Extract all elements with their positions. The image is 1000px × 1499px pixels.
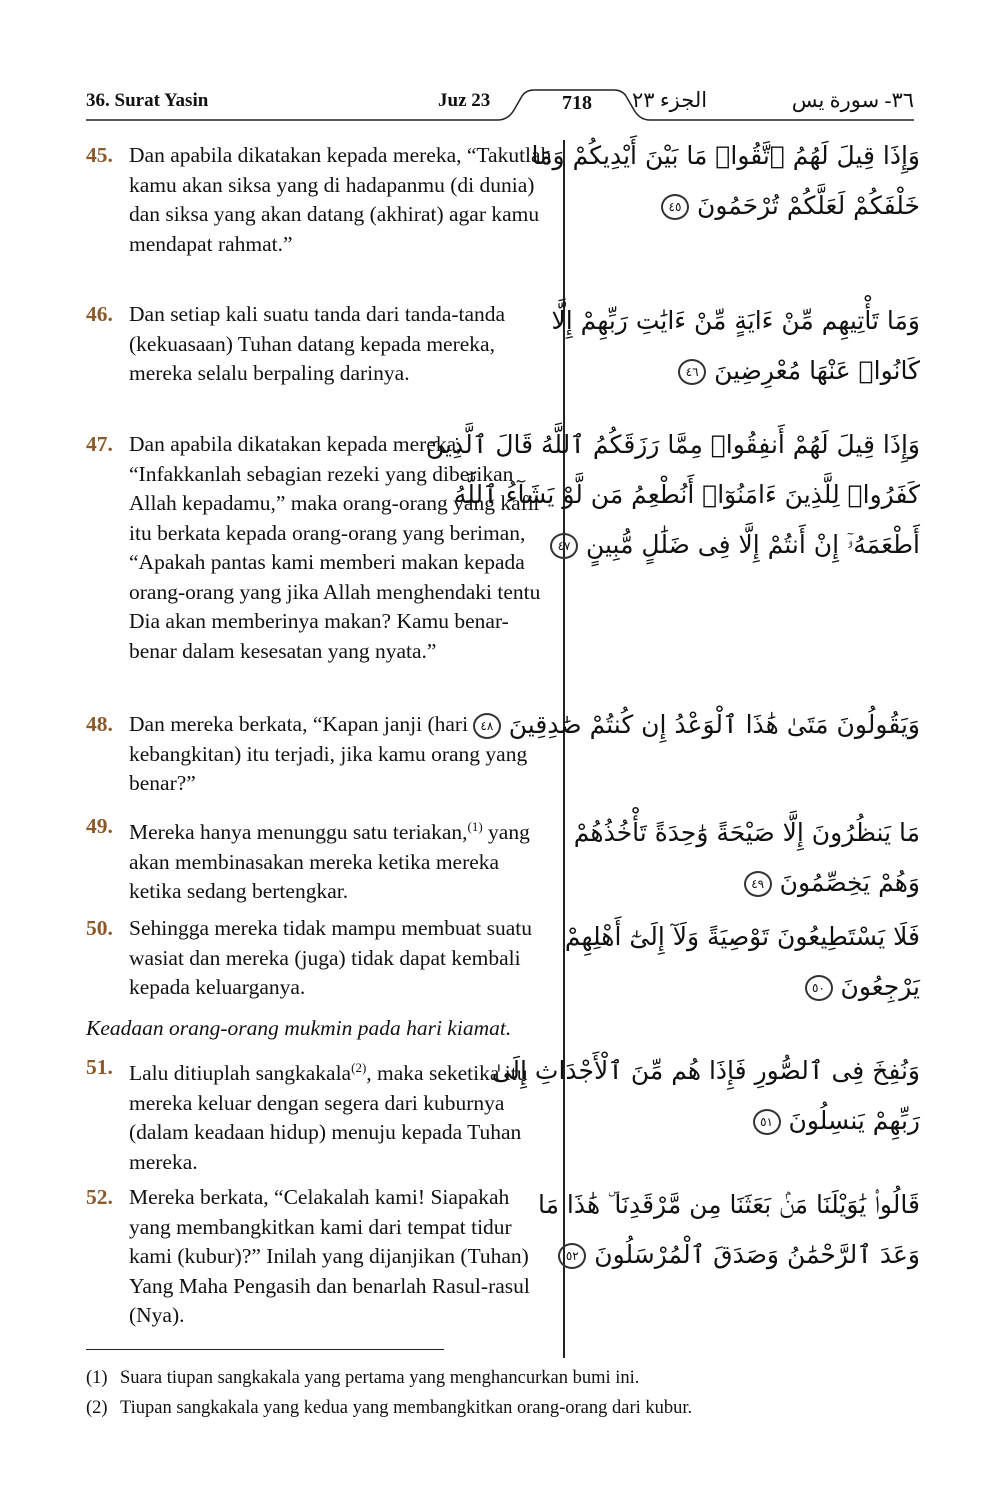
verse-translation: Dan setiap kali suatu tanda dari tanda-tanda (kekuasaan) Tuhan datang kepada mereka, mereka selalu berpaling darinya.	[129, 302, 506, 385]
footnote-text: Tiupan sangkakala yang kedua yang membangkitkan orang-orang dari kubur.	[120, 1398, 693, 1418]
verse-translation: Lalu ditiuplah sangkakala$^{(2)}$, maka seketika itu mereka keluar dengan segera dari kuburnya (dalam keadaan hidup) menuju kepada Tuhan mereka.	[129, 1060, 528, 1174]
verse-number: 48.	[86, 712, 113, 736]
arabic-line: وَيَقُولُونَ مَتَىٰ هَٰذَا ٱلْوَعْدُ إِن كُنتُمْ صَٰدِقِينَ ٤٨	[590, 700, 920, 750]
footnote-text: Suara tiupan sangkakala yang pertama yang menghancurkan bumi ini.	[120, 1368, 640, 1388]
footnote-1	[86, 1366, 639, 1390]
verse-translation: Mereka hanya menunggu satu teriakan,$^{(1)}$ yang akan membinasakan mereka ketika mereka ketika sedang bertengkar.	[129, 819, 530, 904]
arabic-verse-52	[537, 1180, 920, 1280]
arabic-verse-46	[551, 296, 920, 396]
verse-number: 45.	[86, 143, 113, 167]
section-title: Keadaan orang-orang mukmin pada hari kiamat.	[86, 1016, 512, 1040]
verse-50	[86, 914, 556, 1003]
arabic-line: وَعَدَ ٱلرَّحْمَٰنُ وَصَدَقَ ٱلْمُرْسَلُونَ ٥٢	[590, 1230, 920, 1280]
arabic-line: رَبِّهِمْ يَنسِلُونَ ٥١	[590, 1096, 920, 1146]
ayah-number-marker: ٤٨	[473, 713, 501, 739]
footnote-ref: (2)	[351, 1060, 367, 1075]
juz-label-arabic: الجزء ٢٣	[632, 88, 708, 112]
footnote-mark: (2)	[86, 1398, 108, 1418]
arabic-line: خَلْفَكُمْ لَعَلَّكُمْ تُرْحَمُونَ ٤٥	[590, 181, 920, 231]
footnote-mark: (1)	[86, 1368, 108, 1388]
surah-name-arabic: ٣٦- سورة يس	[791, 88, 914, 112]
ayah-number-marker: ٥٠	[805, 975, 833, 1001]
verse-number: 52.	[86, 1185, 113, 1209]
arabic-line: يَرْجِعُونَ ٥٠	[590, 962, 920, 1012]
page-number: 718	[562, 92, 592, 114]
ayah-number-marker: ٥١	[753, 1109, 781, 1135]
ayah-number-marker: ٤٦	[678, 359, 706, 385]
arabic-line: مَا يَنظُرُونَ إِلَّا صَيْحَةً وَٰحِدَةً تَأْخُذُهُمْ	[573, 818, 920, 847]
arabic-verse-50	[564, 912, 920, 1012]
arabic-line: أَطْعَمَهُۥٓ إِنْ أَنتُمْ إِلَّا فِى ضَلَٰلٍ مُّبِينٍ ٤٧	[590, 520, 920, 570]
arabic-line: وَإِذَا قِيلَ لَهُمْ أَنفِقُوا۟ مِمَّا رَزَقَكُمُ ٱللَّهُ قَالَ ٱلَّذِينَ	[426, 430, 920, 459]
verse-49	[86, 812, 556, 907]
arabic-line: قَالُوا۟ يَٰوَيْلَنَا مَنۢ بَعَثَنَا مِن مَّرْقَدِنَا ۜ هَٰذَا مَا	[537, 1190, 920, 1219]
arabic-line: وَنُفِخَ فِى ٱلصُّورِ فَإِذَا هُم مِّنَ ٱلْأَجْدَاثِ إِلَىٰ	[491, 1056, 920, 1085]
verse-51	[86, 1053, 556, 1177]
verse-translation: Sehingga mereka tidak mampu membuat suatu wasiat dan mereka (juga) tidak dapat kembali kepada keluarganya.	[129, 916, 533, 999]
ayah-number-marker: ٤٥	[661, 194, 689, 220]
ayah-number-marker: ٤٧	[550, 533, 578, 559]
arabic-verse-48	[480, 700, 920, 750]
header-rule	[86, 90, 914, 130]
arabic-verse-47	[426, 420, 920, 570]
surah-name-latin: 36. Surat Yasin	[86, 90, 209, 111]
arabic-verse-49	[573, 808, 920, 908]
arabic-line: كَانُوا۟ عَنْهَا مُعْرِضِينَ ٤٦	[590, 346, 920, 396]
arabic-line: فَلَا يَسْتَطِيعُونَ تَوْصِيَةً وَلَآ إِلَىٰٓ أَهْلِهِمْ	[564, 922, 920, 951]
verse-number: 46.	[86, 302, 113, 326]
verse-number: 49.	[86, 814, 113, 838]
verse-52	[86, 1183, 556, 1331]
ayah-number-marker: ٤٩	[744, 871, 772, 897]
footnote-rule	[86, 1349, 444, 1350]
arabic-line: وَهُمْ يَخِصِّمُونَ ٤٩	[590, 858, 920, 908]
verse-translation: Dan mereka berkata, “Kapan janji (hari kebangkitan) itu terjadi, jika kamu orang yang benar?”	[129, 712, 528, 795]
arabic-line: وَمَا تَأْتِيهِم مِّنْ ءَايَةٍ مِّنْ ءَايَٰتِ رَبِّهِمْ إِلَّا	[551, 306, 920, 335]
footnote-ref: (1)	[467, 819, 483, 834]
arabic-line: كَفَرُوا۟ لِلَّذِينَ ءَامَنُوٓا۟ أَنُطْعِمُ مَن لَّوْ يَشَآءُ ٱللَّهُ	[453, 480, 920, 509]
verse-translation: Dan apabila dikatakan kepada mereka, “Infakkanlah sebagian rezeki yang diberikan Allah kepadamu,” maka orang-orang yang kafir itu berkata kepada orang-orang yang beriman, “Apakah pantas kami memberi makan kepada orang-orang yang jika Allah menghendaki tentu Dia akan memberinya makan? Kamu benar-benar dalam kesesatan yang nyata.”	[129, 432, 541, 663]
verse-translation: Dan apabila dikatakan kepada mereka, “Takutlah kamu akan siksa yang di hadapanmu (di dunia) dan siksa yang akan datang (akhirat) agar kamu mendapat rahmat.”	[129, 143, 552, 256]
verse-number: 50.	[86, 916, 113, 940]
verse-translation: Mereka berkata, “Celakalah kami! Siapakah yang membangkitkan kami dari tempat tidur kami (kubur)?” Inilah yang dijanjikan (Tuhan) Yang Maha Pengasih dan benarlah Rasul-rasul (Nya).	[129, 1185, 530, 1327]
verse-number: 51.	[86, 1055, 113, 1079]
ayah-number-marker: ٥٢	[558, 1243, 586, 1269]
verse-number: 47.	[86, 432, 113, 456]
footnote-2	[86, 1396, 692, 1420]
arabic-verse-45	[531, 131, 920, 231]
arabic-verse-51	[491, 1046, 920, 1146]
page-header	[86, 90, 914, 120]
verse-46	[86, 300, 556, 389]
verse-45	[86, 141, 556, 259]
juz-label-latin: Juz 23	[438, 90, 491, 111]
arabic-line: وَإِذَا قِيلَ لَهُمُ ٱتَّقُوا۟ مَا بَيْنَ أَيْدِيكُمْ وَمَا	[531, 141, 920, 170]
